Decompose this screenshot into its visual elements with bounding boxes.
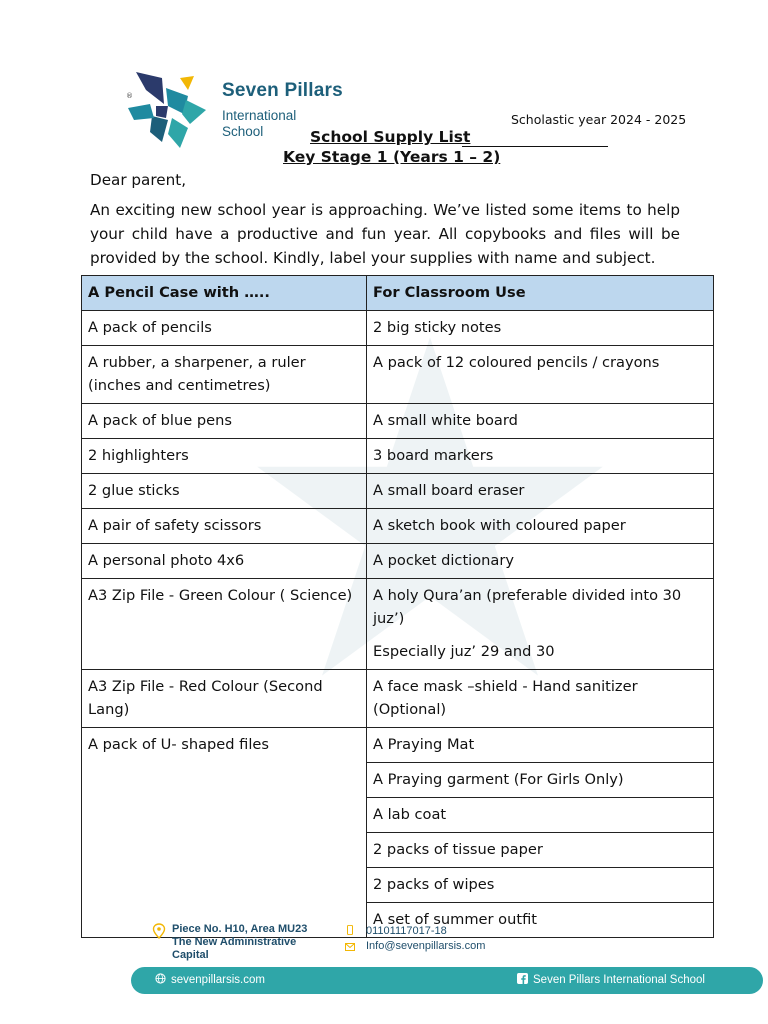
phone-icon bbox=[345, 925, 355, 935]
table-cell: A pack of U- shaped files bbox=[82, 728, 367, 938]
registered-mark: ® bbox=[126, 92, 133, 100]
address-line: Capital bbox=[172, 949, 209, 961]
website-label: sevenpillarsis.com bbox=[171, 974, 265, 986]
table-cell: A lab coat bbox=[367, 798, 714, 833]
quran-note: Especially juz’ 29 and 30 bbox=[373, 643, 555, 660]
table-cell: A pair of safety scissors bbox=[82, 509, 367, 544]
table-row bbox=[82, 544, 714, 579]
column-header-pencil-case: A Pencil Case with ….. bbox=[82, 276, 367, 311]
logo-subtitle-line1: International bbox=[222, 108, 297, 123]
table-cell: A face mask –shield - Hand sanitizer (Optional) bbox=[367, 670, 714, 728]
table-cell: A personal photo 4x6 bbox=[82, 544, 367, 579]
table-cell: A set of summer outfit bbox=[367, 903, 714, 938]
table-cell: A small board eraser bbox=[367, 474, 714, 509]
logo-icon bbox=[122, 70, 212, 152]
table-header-row bbox=[82, 276, 714, 311]
table-row bbox=[82, 728, 714, 763]
column-header-classroom: For Classroom Use bbox=[367, 276, 714, 311]
location-pin-icon bbox=[152, 923, 166, 939]
table-row bbox=[82, 670, 714, 728]
table-row bbox=[82, 346, 714, 404]
quran-item: A holy Qura’an (preferable divided into 30 juz’) bbox=[373, 587, 682, 627]
table-cell: A3 Zip File - Red Colour (Second Lang) bbox=[82, 670, 367, 728]
address-line: The New Administrative bbox=[172, 936, 297, 948]
footer-bar bbox=[131, 967, 763, 994]
table-cell: 3 board markers bbox=[367, 439, 714, 474]
supply-table bbox=[81, 275, 714, 938]
table-row bbox=[82, 579, 714, 670]
globe-icon bbox=[155, 973, 166, 984]
page-title: School Supply List bbox=[310, 128, 471, 146]
table-cell bbox=[367, 579, 714, 670]
address-line: Piece No. H10, Area MU23 bbox=[172, 923, 308, 935]
mail-icon bbox=[345, 942, 355, 952]
table-cell: A3 Zip File - Green Colour ( Science) bbox=[82, 579, 367, 670]
table-cell: A pack of pencils bbox=[82, 311, 367, 346]
footer-phone: 01101117017-18 bbox=[366, 925, 447, 937]
table-cell: A rubber, a sharpener, a ruler (inches and centimetres) bbox=[82, 346, 367, 404]
footer bbox=[0, 915, 768, 1024]
table-row bbox=[82, 509, 714, 544]
facebook-icon bbox=[517, 973, 528, 984]
footer-facebook[interactable] bbox=[517, 973, 705, 986]
facebook-label: Seven Pillars International School bbox=[533, 974, 705, 986]
table-cell: 2 glue sticks bbox=[82, 474, 367, 509]
logo-subtitle-line2: School bbox=[222, 124, 264, 139]
table-cell: A small white board bbox=[367, 404, 714, 439]
greeting: Dear parent, bbox=[90, 171, 187, 189]
intro-paragraph: An exciting new school year is approaching. We’ve listed some items to help your child have a productive and fun year. All copybooks and files will be provided by the school. Kindly, label your supplies with name and subject. bbox=[90, 201, 680, 267]
intro-section bbox=[90, 168, 680, 276]
table-row bbox=[82, 439, 714, 474]
table-cell: 2 packs of tissue paper bbox=[367, 833, 714, 868]
page-subtitle: Key Stage 1 (Years 1 – 2) bbox=[283, 148, 501, 166]
table-cell: A Praying garment (For Girls Only) bbox=[367, 763, 714, 798]
table-cell: A sketch book with coloured paper bbox=[367, 509, 714, 544]
footer-website[interactable] bbox=[155, 973, 265, 986]
table-cell: 2 big sticky notes bbox=[367, 311, 714, 346]
table-row bbox=[82, 311, 714, 346]
scholastic-year: Scholastic year 2024 - 2025 bbox=[511, 112, 687, 127]
table-cell: A pack of blue pens bbox=[82, 404, 367, 439]
title-underline bbox=[462, 146, 608, 147]
table-cell: 2 highlighters bbox=[82, 439, 367, 474]
footer-address bbox=[172, 923, 307, 962]
footer-email[interactable]: Info@sevenpillarsis.com bbox=[366, 940, 486, 952]
table-cell: 2 packs of wipes bbox=[367, 868, 714, 903]
table-cell: A Praying Mat bbox=[367, 728, 714, 763]
logo-name: Seven Pillars bbox=[222, 80, 343, 101]
table-cell: A pack of 12 coloured pencils / crayons bbox=[367, 346, 714, 404]
table-cell: A pocket dictionary bbox=[367, 544, 714, 579]
table-row bbox=[82, 404, 714, 439]
table-row bbox=[82, 474, 714, 509]
